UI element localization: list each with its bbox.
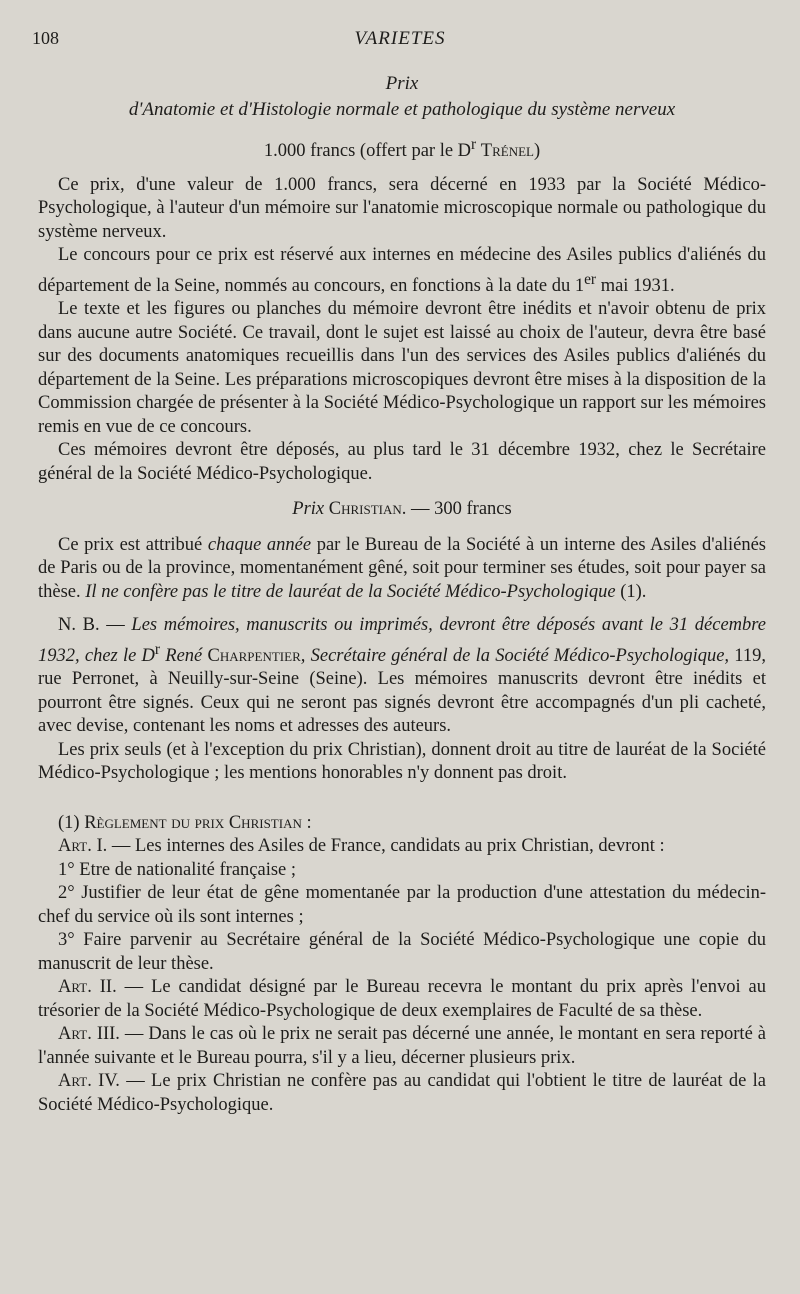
- art3-label: Art. III.: [58, 1024, 120, 1045]
- footnote-items: [38, 859, 766, 977]
- nb-rest: 119, rue Perronet, à Neuilly-sur-Seine (Seine). Les mémoires manuscrits devront être inédits et pourront être signés. Ceux qui ne seront pas signés devront être accompagnés d'un pli cacheté, avec devise, contenant les noms et adresses des auteurs.: [38, 645, 766, 737]
- nb-italic-2: René: [160, 645, 208, 666]
- nb-paragraph: [38, 614, 766, 739]
- footnote-item-2: 2° Justifier de leur état de gêne momentanée par la production d'une attestation du médecin-chef du service où ils sont internes ;: [38, 883, 766, 927]
- prize1-offer-name: Trénel: [480, 141, 534, 162]
- art4-text: — Le prix Christian ne confère pas au candidat qui l'obtient le titre de lauréat de la Société Médico-Psychologique.: [38, 1071, 767, 1115]
- prize2-title: [38, 498, 766, 522]
- prize2-p1-b: chaque année: [207, 534, 312, 555]
- art2-text: — Le candidat désigné par le Bureau recevra le montant du prix après l'envoi au trésorier de la Société Médico-Psychologique de deux exemplaires de Faculté de sa thèse.: [38, 977, 766, 1021]
- prize1-offer-pre: 1.000 francs (offert par le D: [263, 141, 472, 162]
- prize1-paragraph-2: [38, 244, 766, 298]
- nb-sup: r: [154, 640, 161, 658]
- footnote-art2: [38, 976, 766, 1023]
- prize2-title-name: Christian.: [328, 499, 407, 520]
- prize1-paragraph-1: Ce prix, d'une valeur de 1.000 francs, sera décerné en 1933 par la Société Médico-Psychologique, à l'auteur d'un mémoire sur l'anatomie microscopique normale ou pathologique du système nerveux.: [38, 174, 766, 242]
- nb-italic-1: Les mémoires, manuscrits ou imprimés, devront être déposés avant le 31 décembre 1932, chez le D: [38, 615, 766, 666]
- footnote-art4: [38, 1070, 766, 1117]
- nb-name: Charpentier: [207, 645, 301, 666]
- prize1-paragraph-4: Ces mémoires devront être déposés, au plus tard le 31 décembre 1932, chez le Secrétaire général de la Société Médico-Psychologique.: [38, 440, 766, 484]
- prize2-paragraph: [38, 534, 766, 605]
- footnote-item-3: 3° Faire parvenir au Secrétaire général de la Société Médico-Psychologique une copie du manuscrit de leur thèse.: [38, 930, 766, 974]
- prize2-p1-c: par le Bureau de la Société à un interne des Asiles d'aliénés de Paris ou de la province, momentanément gêné, soit pour terminer ses études, soit pour payer sa thèse.: [38, 534, 766, 602]
- prize2-title-italic: Prix: [292, 499, 325, 520]
- prize1-paragraph-3: Le texte et les figures ou planches du mémoire devront être inédits et n'avoir obtenu de prix dans aucune autre Société. Ce travail, dont le sujet est laissé au choix de l'auteur, devra être basé sur des documents anatomiques recueillis dans l'un des services des Asiles publics d'aliénés du département de la Seine. Les préparations microscopiques devront être mises à la disposition de la Commission chargée de présenter à la Société Médico-Psychologique un rapport sur les mémoires remis en vue de ce concours.: [38, 299, 766, 437]
- prize1-title-line1: Prix: [385, 73, 419, 94]
- prize1-offer-post: ): [533, 141, 541, 162]
- art1-text: — Les internes des Asiles de France, candidats au prix Christian, devront :: [107, 836, 665, 857]
- nb-lead: N. B. —: [58, 615, 132, 636]
- page-number: 108: [32, 28, 59, 48]
- prize2-title-rest: — 300 francs: [406, 499, 512, 520]
- running-header: [32, 28, 768, 56]
- footnote-art1: [38, 835, 766, 859]
- prize1-offer-sup: r: [471, 136, 477, 153]
- prize1-p2-post: mai 1931.: [596, 275, 675, 296]
- nb-paragraph-2: Les prix seuls (et à l'exception du prix Christian), donnent droit au titre de lauréat de la Société Médico-Psychologique ; les mentions honorables n'y donnent pas droit.: [38, 739, 766, 784]
- prize1-p2-sup: er: [584, 270, 597, 288]
- prize1-p2-pre: Le concours pour ce prix est réservé aux internes en médecine des Asiles publics d'aliénés du département de la Seine, nommés au concours, en fonctions à la date du 1: [38, 245, 766, 296]
- prize2-p1-d: Il ne confère pas le titre de lauréat de la Société Médico-Psychologique: [85, 581, 616, 602]
- prize1-title-line2: d'Anatomie et d'Histologie normale et pathologique du système nerveux: [128, 98, 676, 120]
- footnote-heading: [38, 812, 766, 836]
- page-body: [38, 72, 766, 1117]
- art1-label: Art. I.: [58, 836, 108, 857]
- art3-text: — Dans le cas où le prix ne serait pas décerné une année, le montant en sera reporté à l'année suivante et le Bureau pourra, s'il y a lieu, décerner plusieurs prix.: [38, 1024, 766, 1068]
- nb-italic-3: , Secrétaire général de la Société Médico-Psychologique,: [300, 645, 730, 666]
- art2-label: Art. II.: [58, 977, 117, 998]
- footnote-item-1: 1° Etre de nationalité française ;: [58, 859, 297, 880]
- prize1-offer: [38, 133, 766, 164]
- prize2-p1-e: (1).: [615, 581, 647, 602]
- running-title: VARIETES: [354, 28, 446, 49]
- prize2-p1-a: Ce prix est attribué: [58, 534, 208, 555]
- footnote-heading-text: (1) Règlement du prix Christian :: [58, 812, 312, 833]
- art4-label: Art. IV.: [58, 1071, 120, 1092]
- footnote-art3: [38, 1023, 766, 1070]
